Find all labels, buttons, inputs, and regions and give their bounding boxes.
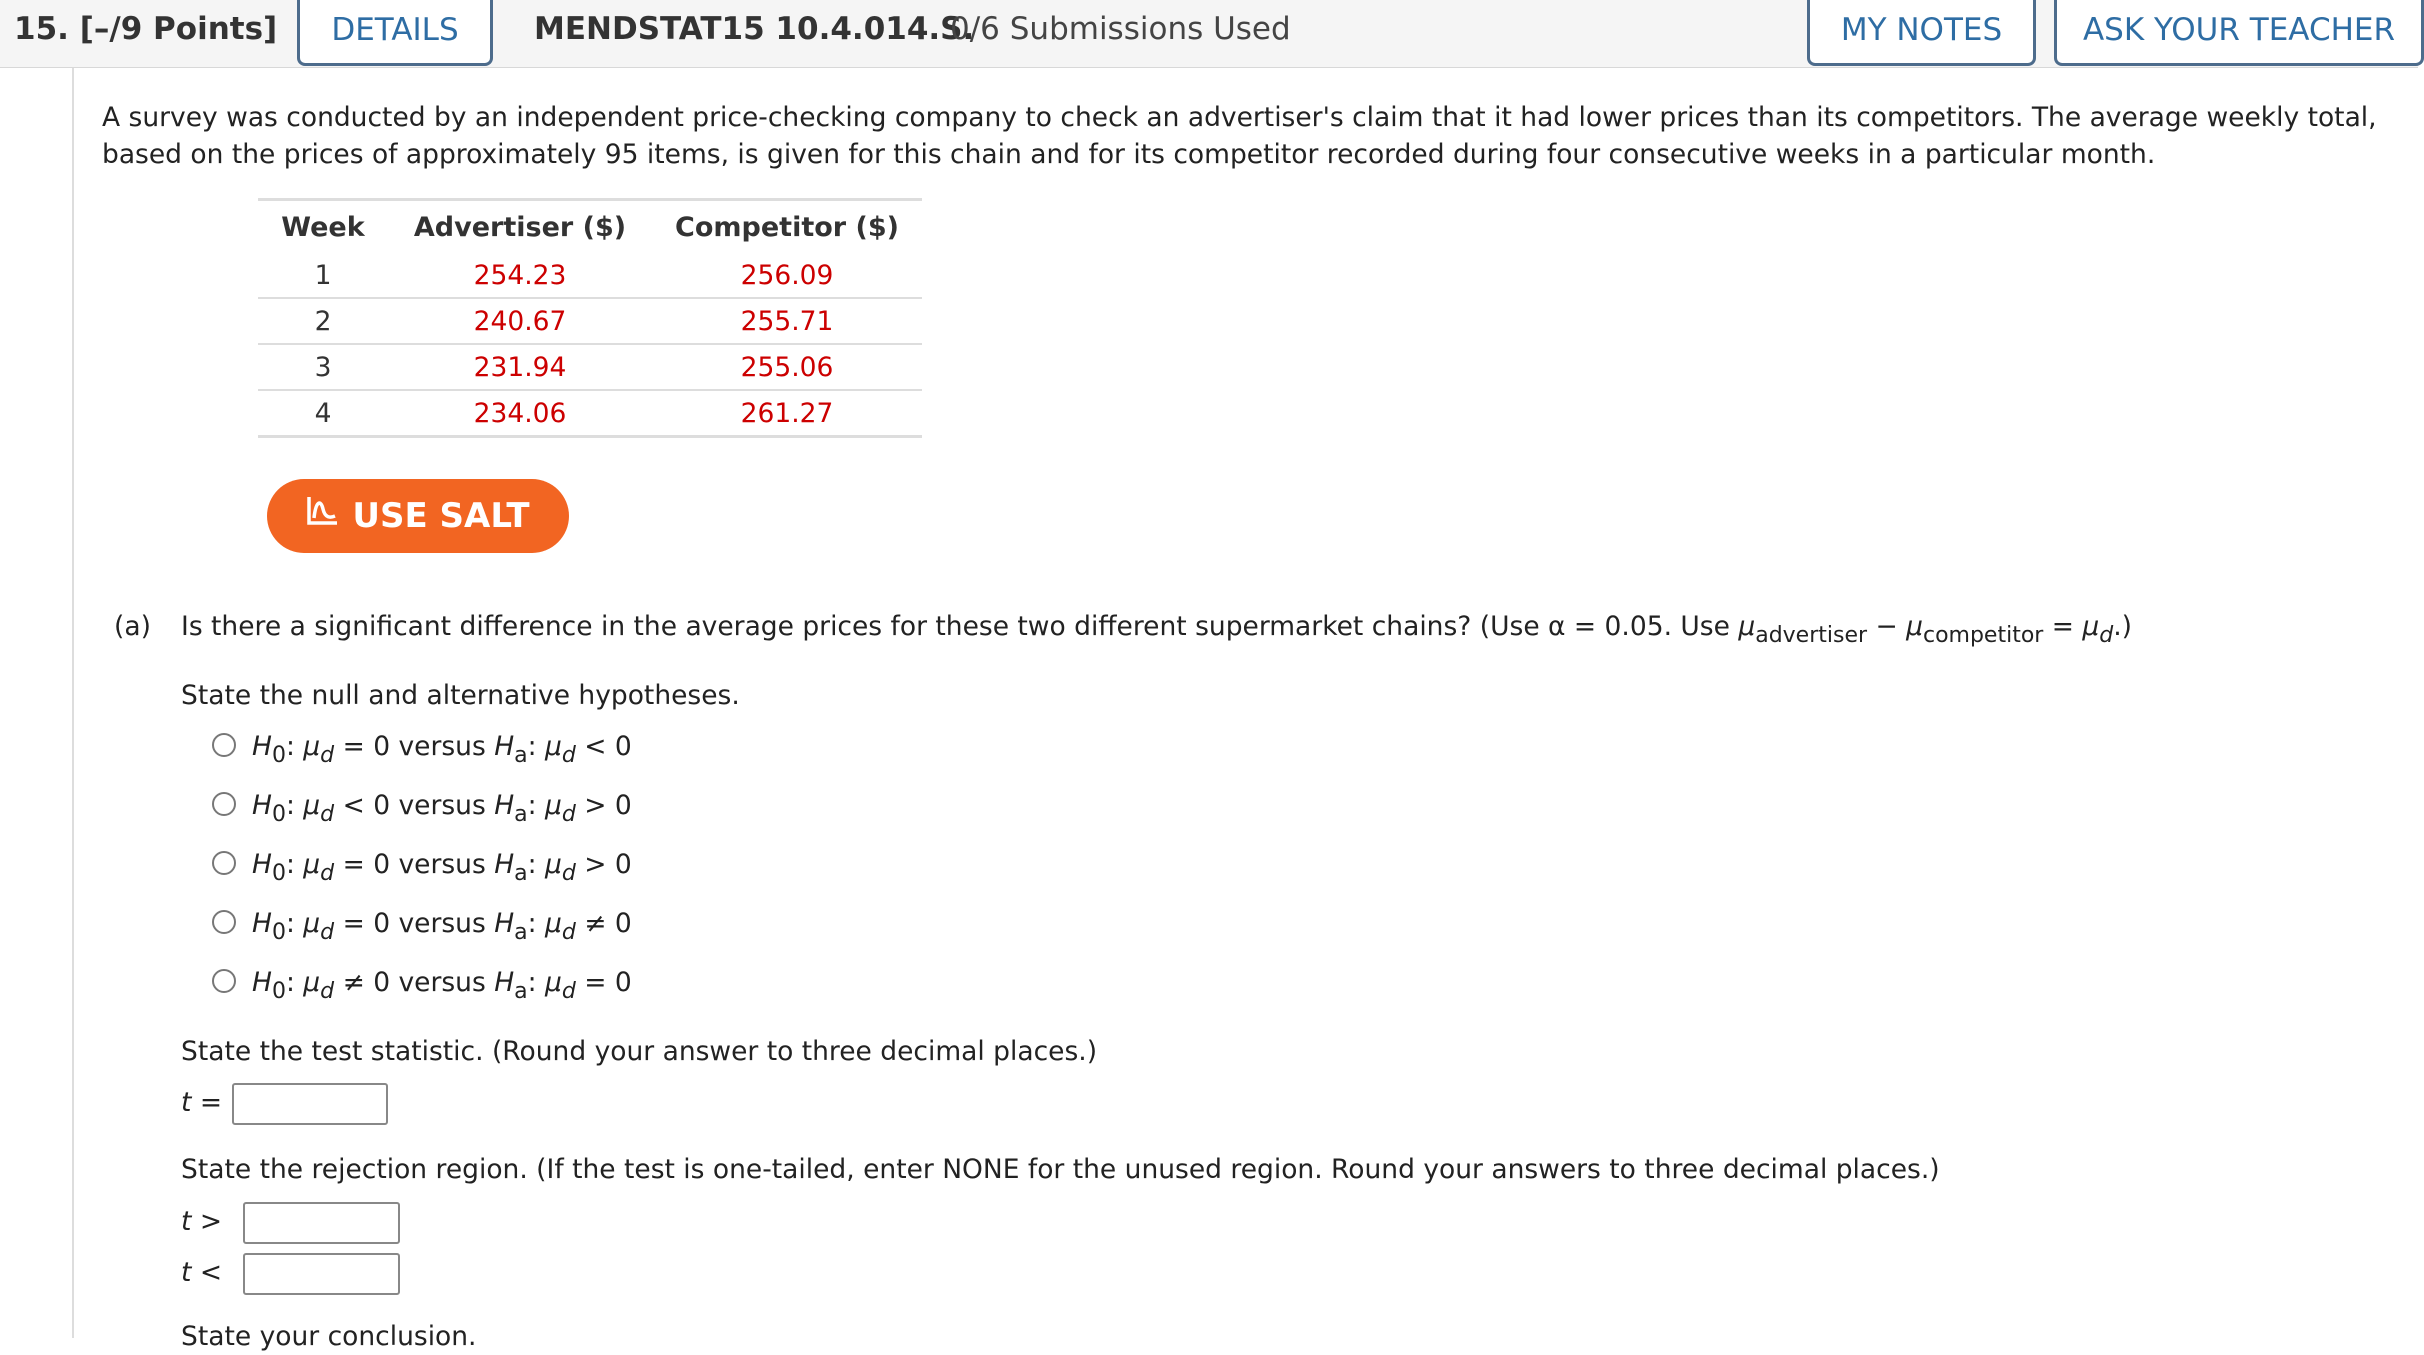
hypotheses-prompt: State the null and alternative hypotheses. xyxy=(181,680,740,711)
mu-symbol: μ xyxy=(1738,611,1756,642)
conclusion-prompt-clipped xyxy=(181,1318,477,1352)
question-number: 15. [–/9 Points] xyxy=(14,11,278,47)
salt-chart-icon xyxy=(306,478,340,552)
price-data-table xyxy=(258,198,922,438)
advertiser-cell: 231.94 xyxy=(388,344,652,390)
option-text: $H_0$: $\mu_d = 0$ versus $H_a$: $\mu_d \ne 0$ xyxy=(252,908,632,945)
question-code: MENDSTAT15 10.4.014.S. xyxy=(534,11,975,47)
mu-symbol: μ xyxy=(1906,611,1923,642)
week-cell: 3 xyxy=(258,344,388,390)
week-cell: 1 xyxy=(258,253,388,298)
column-header-competitor: Competitor ($) xyxy=(675,211,899,243)
advertiser-cell: 234.06 xyxy=(388,390,652,437)
option-text: $H_0$: $\mu_d = 0$ versus $H_a$: $\mu_d < 0$ xyxy=(252,731,632,768)
subscript-competitor: competitor xyxy=(1922,623,2044,648)
advertiser-cell: 240.67 xyxy=(388,298,652,344)
header-divider xyxy=(0,67,2418,68)
radio-button[interactable] xyxy=(212,969,236,993)
conclusion-prompt: State your conclusion. xyxy=(181,1321,477,1352)
question-text: Is there a significant difference in the average prices for these two different supermarket chains? (Use α = 0.05. Use xyxy=(181,611,1739,642)
advertiser-cell: 254.23 xyxy=(388,253,652,298)
equals-sign: = xyxy=(2043,611,2083,642)
submissions-count: 0/6 Submissions Used xyxy=(950,11,1291,47)
table-header-row xyxy=(258,201,922,253)
part-a-label: (a) xyxy=(114,611,151,642)
week-cell: 4 xyxy=(258,390,388,437)
my-notes-button[interactable]: MY NOTES xyxy=(1807,0,2036,66)
option-text: $H_0$: $\mu_d = 0$ versus $H_a$: $\mu_d > 0$ xyxy=(252,849,632,886)
rejection-region-prompt: State the rejection region. (If the test is one-tailed, enter NONE for the unused region. Round your answers to three decimal places.) xyxy=(181,1154,1940,1185)
rejection-lower-input[interactable] xyxy=(243,1253,400,1295)
use-salt-button[interactable] xyxy=(267,479,569,553)
subscript-advertiser: advertiser xyxy=(1755,623,1868,648)
table-row xyxy=(258,253,922,298)
competitor-cell: 256.09 xyxy=(652,253,922,298)
t-less-label: t < xyxy=(181,1257,223,1288)
use-salt-label: USE SALT xyxy=(352,496,530,536)
competitor-cell: 261.27 xyxy=(652,390,922,437)
test-statistic-input[interactable] xyxy=(232,1083,388,1125)
competitor-cell: 255.06 xyxy=(652,344,922,390)
radio-button[interactable] xyxy=(212,851,236,875)
problem-intro: A survey was conducted by an independent price-checking company to check an advertiser's claim that it had lower prices than its competitors. The average weekly total, based on the prices of approximately 95 items, is given for this chain and for its competitor recorded during four consecutive weeks in a particular month. xyxy=(102,102,2377,170)
details-button[interactable]: DETAILS xyxy=(297,0,493,66)
question-end: .) xyxy=(2113,611,2133,642)
t-greater-label: t > xyxy=(181,1206,223,1237)
part-a-question xyxy=(181,611,2132,648)
minus-sign: − xyxy=(1867,611,1907,642)
radio-button[interactable] xyxy=(212,792,236,816)
table-row xyxy=(258,390,922,437)
table-row xyxy=(258,344,922,390)
column-header-week: Week xyxy=(281,211,365,243)
subscript-d: d xyxy=(2099,623,2114,648)
column-header-advertiser: Advertiser ($) xyxy=(413,211,627,243)
radio-button[interactable] xyxy=(212,733,236,757)
t-equals-label: t = xyxy=(181,1087,223,1118)
ask-your-teacher-button[interactable]: ASK YOUR TEACHER xyxy=(2054,0,2424,66)
table-row xyxy=(258,298,922,344)
option-text: $H_0$: $\mu_d < 0$ versus $H_a$: $\mu_d > 0$ xyxy=(252,790,632,827)
option-text: $H_0$: $\mu_d \ne 0$ versus $H_a$: $\mu_d = 0$ xyxy=(252,967,632,1004)
radio-button[interactable] xyxy=(212,910,236,934)
week-cell: 2 xyxy=(258,298,388,344)
competitor-cell: 255.71 xyxy=(652,298,922,344)
rejection-upper-input[interactable] xyxy=(243,1202,400,1244)
test-statistic-prompt: State the test statistic. (Round your answer to three decimal places.) xyxy=(181,1036,1098,1067)
content-left-border xyxy=(72,68,74,1338)
mu-symbol: μ xyxy=(2082,611,2100,642)
